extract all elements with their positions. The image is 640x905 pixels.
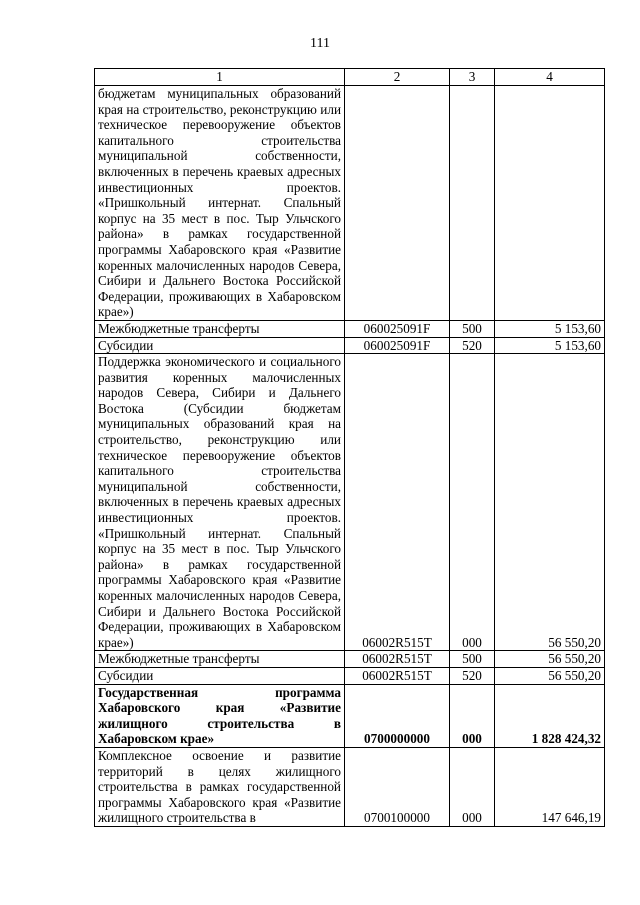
row-name: бюджетам муниципальных образований края на строительство, реконструкцию или техническое перевооружение объектов капитального строительства муниципальной собственности, включенных в перечень краевых адресных инвестиционных проектов. «Пришкольный интернат. Спальный корпус на 35 мест в пос. Тыр Ульчского района» в рамках государственной программы Хабаровского края «Развитие коренных малочисленных народов Севера, Сибири и Дальнего Востока Российской Федерации, проживающих в Хабаровском крае») <box>95 86 345 321</box>
column-header-1: 1 <box>95 69 345 86</box>
row-amount: 56 550,20 <box>495 651 605 668</box>
row-amount <box>495 86 605 321</box>
row-name: Государственная программа Хабаровского края «Развитие жилищного строительства в Хабаровском крае» <box>95 684 345 747</box>
row-code: 06002R515T <box>345 651 450 668</box>
table-row <box>95 354 605 651</box>
row-code: 06002R515T <box>345 667 450 684</box>
row-type: 500 <box>450 651 495 668</box>
table-row <box>95 86 605 321</box>
row-type: 000 <box>450 684 495 747</box>
row-type: 520 <box>450 337 495 354</box>
column-header-4: 4 <box>495 69 605 86</box>
row-type <box>450 86 495 321</box>
page-number: 111 <box>310 36 330 51</box>
column-header-2: 2 <box>345 69 450 86</box>
budget-table <box>94 68 605 827</box>
row-type: 520 <box>450 667 495 684</box>
table-row <box>95 667 605 684</box>
row-code: 060025091F <box>345 320 450 337</box>
row-name: Межбюджетные трансферты <box>95 651 345 668</box>
row-name: Межбюджетные трансферты <box>95 320 345 337</box>
row-amount: 5 153,60 <box>495 337 605 354</box>
row-code <box>345 86 450 321</box>
row-amount: 147 646,19 <box>495 747 605 826</box>
row-name: Комплексное освоение и развитие территорий в целях жилищного строительства в рамках государственной программы Хабаровского края «Развитие жилищного строительства в <box>95 747 345 826</box>
row-code: 0700000000 <box>345 684 450 747</box>
row-amount: 56 550,20 <box>495 667 605 684</box>
row-code: 060025091F <box>345 337 450 354</box>
row-type: 000 <box>450 747 495 826</box>
row-name: Субсидии <box>95 667 345 684</box>
table-row <box>95 320 605 337</box>
row-amount: 1 828 424,32 <box>495 684 605 747</box>
table-row <box>95 747 605 826</box>
row-type: 000 <box>450 354 495 651</box>
column-header-3: 3 <box>450 69 495 86</box>
row-amount: 5 153,60 <box>495 320 605 337</box>
table-row <box>95 337 605 354</box>
row-code: 06002R515T <box>345 354 450 651</box>
row-name: Поддержка экономического и социального развития коренных малочисленных народов Севера, Сибири и Дальнего Востока (Субсидии бюджетам муниципальных образований края на строительство, реконструкцию или техническое перевооружение объектов капитального строительства муниципальной собственности, включенных в перечень краевых адресных инвестиционных проектов. «Пришкольный интернат. Спальный корпус на 35 мест в пос. Тыр Ульчского района» в рамках государственной программы Хабаровского края «Развитие коренных малочисленных народов Севера, Сибири и Дальнего Востока Российской Федерации, проживающих в Хабаровском крае») <box>95 354 345 651</box>
table-row <box>95 651 605 668</box>
row-type: 500 <box>450 320 495 337</box>
row-name: Субсидии <box>95 337 345 354</box>
row-amount: 56 550,20 <box>495 354 605 651</box>
row-code: 0700100000 <box>345 747 450 826</box>
table-row-program-total <box>95 684 605 747</box>
table-header-row <box>95 69 605 86</box>
